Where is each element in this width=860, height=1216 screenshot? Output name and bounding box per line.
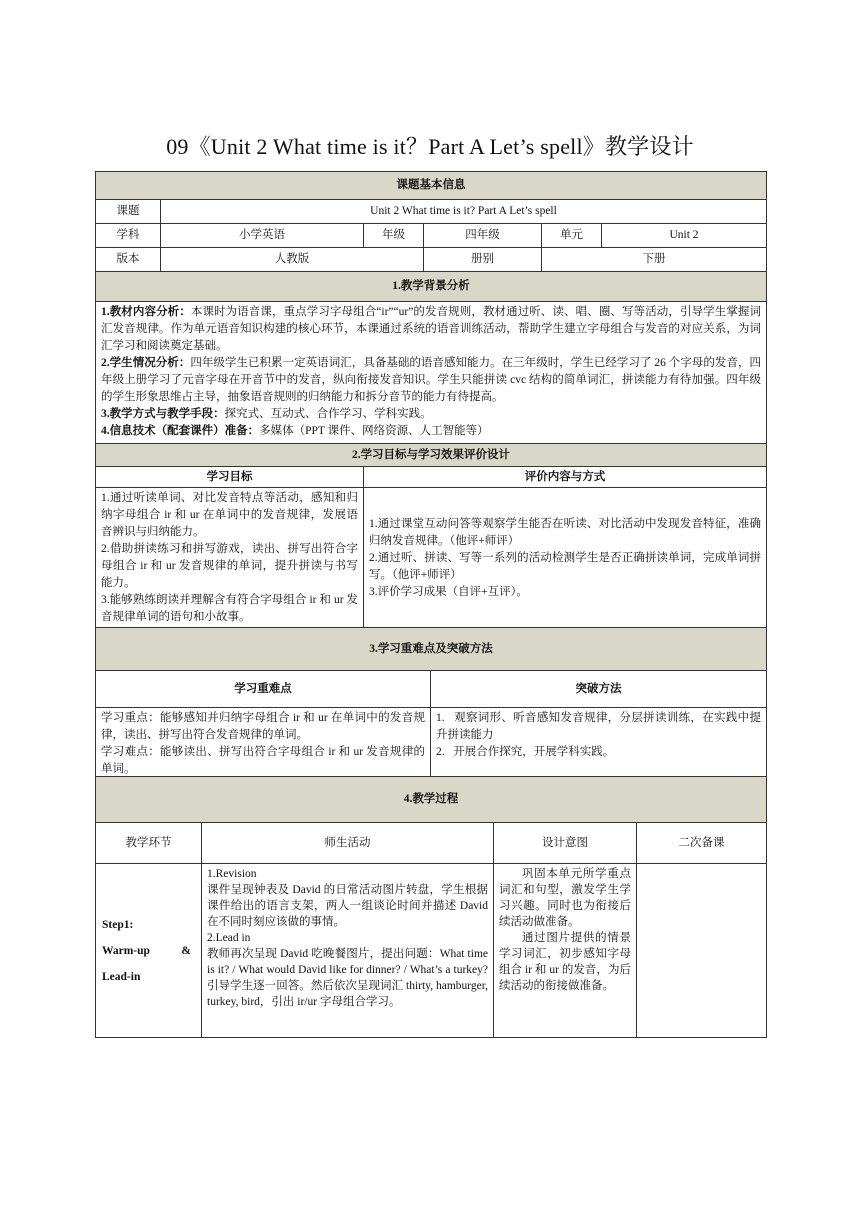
goals-col-header: 学习目标 <box>96 467 364 488</box>
evaluation-item: 3.评价学习成果（自评+互评）。 <box>369 585 528 598</box>
step1-notes[interactable] <box>637 864 767 1038</box>
intent-para: 巩固本单元所学重点词汇和句型，激发学生学习兴趣。同时也为衔接后续活动做准备。 <box>499 868 631 928</box>
process-table <box>95 776 767 1038</box>
step1-activity <box>202 864 494 1038</box>
goal-item: 3.能够熟练朗读并理解含有符合字母组合 ir 和 ur 发音规律单词的语句和小故事。 <box>101 594 358 623</box>
objectives-table <box>95 443 767 629</box>
process-col-intent: 设计意图 <box>494 823 637 864</box>
subject-value: 小学英语 <box>161 224 364 248</box>
topic-label: 课题 <box>96 200 161 224</box>
keypoints-col-header: 学习重难点 <box>96 671 431 708</box>
grade-label: 年级 <box>364 224 424 248</box>
evaluation-content <box>364 488 767 629</box>
background-para-4: 4.信息技术（配套课件）准备：多媒体（PPT 课件、网络资源、人工智能等） <box>101 425 489 437</box>
evaluation-col-header: 评价内容与方式 <box>364 467 767 488</box>
background-para-3: 3.教学方式与教学手段：探究式、互动式、合作学习、学科实践。 <box>101 408 432 420</box>
learning-goals <box>96 488 364 629</box>
goal-item: 2.借助拼读练习和拼写游戏，读出、拼写出符合字母组合 ir 和 ur 发音规律的单词，提升拼读与书写能力。 <box>101 543 358 589</box>
basic-info-header: 课题基本信息 <box>96 172 767 200</box>
background-para-1: 1.教材内容分析：本课时为语音课，重点学习字母组合“ir”“ur”的发音规则，教材通过听、读、唱、圈、写等活动，引导学生掌握词汇发音规律。作为单元语音知识构建的核心环节，本课通过系统的语音训练活动，帮助学生建立字母组合与发音的对应关系，为词汇学习和阅读奠定基础。 <box>101 306 762 352</box>
process-header: 4.教学过程 <box>96 777 767 823</box>
method-item: 2. 开展合作探究，开展学科实践。 <box>436 746 615 758</box>
activity-line: 1.Revision <box>207 868 257 880</box>
activity-line: 课件呈现钟表及 David 的日常活动图片转盘，学生根据课件给出的语言支架，两人一组谈论时间并描述 David 在不同时刻应该做的事情。 <box>207 884 488 928</box>
unit-value: Unit 2 <box>602 224 767 248</box>
methods-col-header: 突破方法 <box>431 671 767 708</box>
process-col-notes: 二次备课 <box>637 823 767 864</box>
grade-value: 四年级 <box>424 224 542 248</box>
activity-line: 2.Lead in <box>207 932 251 944</box>
step1-intent <box>494 864 637 1038</box>
activity-line: 教师再次呈现 David 吃晚餐图片，提出问题：What time is it? / What would David like for dinner? / What’s a turkey? 引导学生逐一回答。然后依次呈现词汇 thirty, hamburger, turkey, bird，引出 ir/ur 字母组合学习。 <box>207 948 488 1008</box>
breakthrough-methods <box>431 708 767 781</box>
evaluation-item: 2.通过听、拼读、写等一系列的活动检测学生是否正确拼读单词，完成单词拼写。（他评+师评） <box>369 551 761 581</box>
method-item: 1. 观察词形、听音感知发音规律，分层拼读训练，在实践中提升拼读能力 <box>436 712 761 741</box>
background-analysis <box>96 302 767 445</box>
evaluation-item: 1.通过课堂互动问答等观察学生能否在听读、对比活动中发现发音特征，准确归纳发音规律。（他评+师评） <box>369 517 761 547</box>
goal-item: 1.通过听读单词、对比发音特点等活动，感知和归纳字母组合 ir 和 ur 在单词中的发音规律，发展语音辨识与归纳能力。 <box>101 492 358 538</box>
unit-label: 单元 <box>542 224 602 248</box>
keypoints-table <box>95 627 767 781</box>
edition-label: 版本 <box>96 248 161 272</box>
page-title: 09《Unit 2 What time is it？Part A Let’s spell》教学设计 <box>166 134 694 159</box>
key-difficult-points <box>96 708 431 781</box>
background-header: 1.教学背景分析 <box>96 272 767 302</box>
basic-info-table <box>95 171 767 445</box>
objectives-header: 2.学习目标与学习效果评价设计 <box>96 444 767 467</box>
intent-para: 通过图片提供的情景学习词汇，初步感知字母组合 ir 和 ur 的发音，为后续活动的衔接做准备。 <box>499 932 631 992</box>
volume-value: 下册 <box>542 248 767 272</box>
process-col-stage: 教学环节 <box>96 823 202 864</box>
difficulty-text: 学习难点：能够读出、拼写出符合字母组合 ir 和 ur 发音规律的单词。 <box>101 746 425 775</box>
keypoints-header: 3.学习重难点及突破方法 <box>96 628 767 671</box>
focus-text: 学习重点：能够感知并归纳字母组合 ir 和 ur 在单词中的发音规律，读出、拼写出符合发音规律的单词。 <box>101 712 425 741</box>
edition-value: 人教版 <box>161 248 424 272</box>
step1-name: Step1: Warm-up & Lead-in <box>96 864 202 1038</box>
topic-value: Unit 2 What time is it? Part A Let’s spell <box>161 200 767 224</box>
process-col-activity: 师生活动 <box>202 823 494 864</box>
background-para-2: 2.学生情况分析：四年级学生已积累一定英语词汇，具备基础的语音感知能力。在三年级时，学生已经学习了 26 个字母的发音，四年级上册学习了元音字母在开音节中的发音，纵向衔接发音知识。学生只能拼读 cvc 结构的简单词汇，拼读能力有待加强。四年级的学生形象思维占主导，抽象语音规则的归纳能力和拆分音节的能力有待提高。 <box>101 357 762 403</box>
subject-label: 学科 <box>96 224 161 248</box>
volume-label: 册别 <box>424 248 542 272</box>
